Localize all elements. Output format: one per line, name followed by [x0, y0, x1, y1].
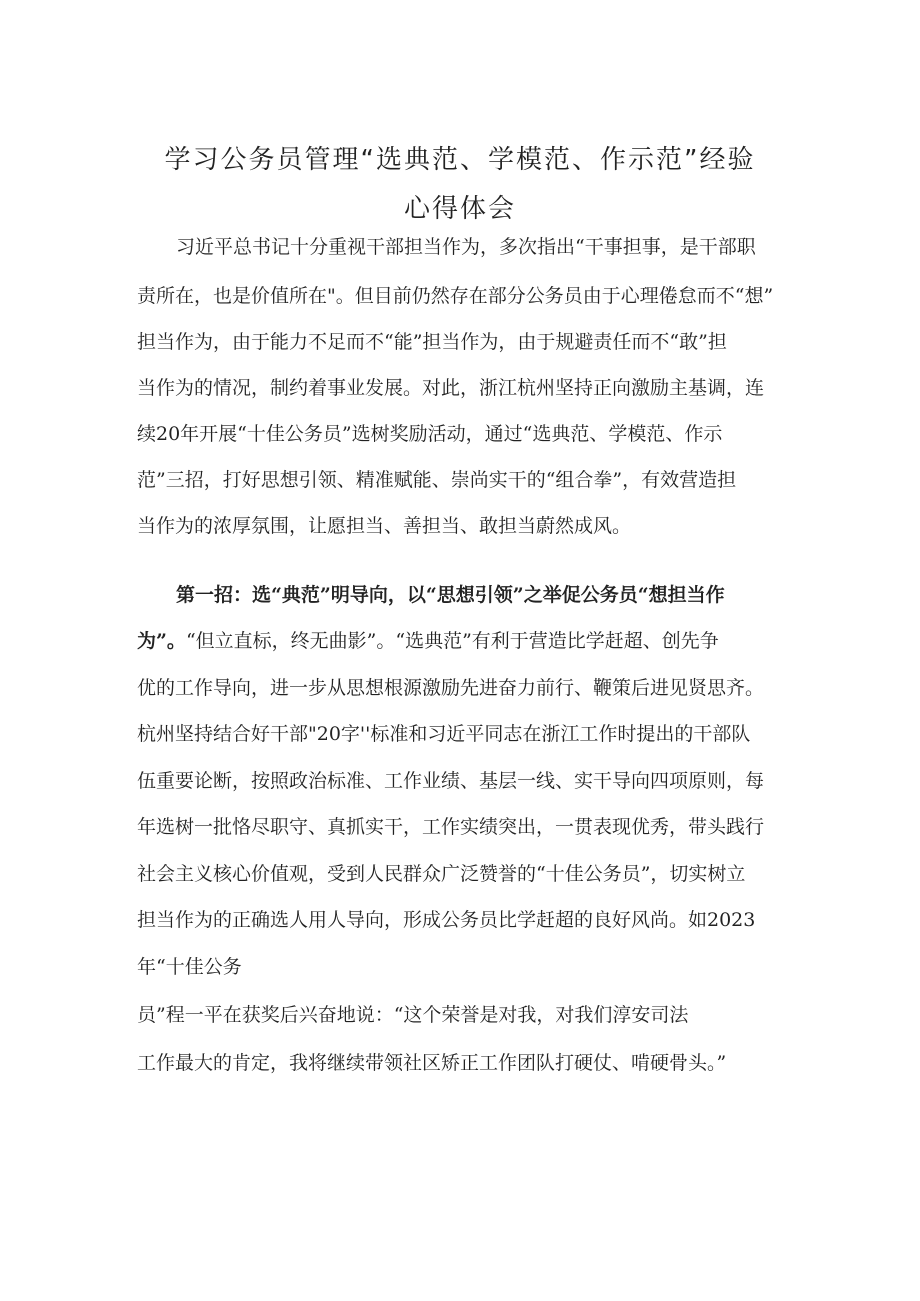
paragraph-text: “但立直标，终无曲影”。“选典范”有利于营造比学赶超、创先争: [185, 630, 719, 652]
paragraph-line: 担当作为的正确选人用人导向，形成公务员比学赶超的良好风尚。如2023: [137, 909, 756, 931]
paragraph-line: 社会主义核心价值观，受到人民群众广泛赞誉的“十佳公务员”，切实树立: [137, 863, 746, 885]
paragraph-line: 范”三招，打好思想引领、精准赋能、崇尚实干的“组合拳”，有效营造担: [137, 469, 737, 491]
paragraph-line: 优的工作导向，进一步从思想根源激励先进奋力前行、鞭策后进见贤思齐。: [137, 677, 765, 699]
paragraph-line: 习近平总书记十分重视干部担当作为，多次指出“干事担事，是干部职: [176, 236, 756, 258]
document-title-line-2: 心得体会: [403, 194, 516, 224]
paragraph-line: 担当作为，由于能力不足而不“能”担当作为，由于规避责任而不“敢”担: [137, 331, 727, 353]
document-title-line-1: 学习公务员管理“选典范、学模范、作示范”经验: [164, 145, 756, 175]
paragraph-line: 员”程一平在获奖后兴奋地说：“这个荣誉是对我，对我们淳安司法: [137, 1004, 689, 1026]
paragraph-line: 责所在，也是价值所在"。但目前仍然存在部分公务员由于心理倦怠而不“想”: [137, 285, 774, 307]
paragraph-line: 年选树一批恪尽职守、真抓实干，工作实绩突出，一贯表现优秀，带头践行: [137, 816, 765, 838]
paragraph-line: 当作为的情况，制约着事业发展。对此，浙江杭州坚持正向激励主基调，连: [137, 377, 765, 399]
paragraph-line-mixed: [137, 628, 797, 654]
paragraph-line: 工作最大的肯定，我将继续带领社区矫正工作团队打硬仗、啃硬骨头。”: [137, 1052, 727, 1074]
section-heading-line: 第一招：选“典范”明导向，以“思想引领”之举促公务员“想担当作: [176, 584, 725, 606]
paragraph-line: 续20年开展“十佳公务员”选树奖励活动，通过“选典范、学模范、作示: [137, 423, 723, 445]
paragraph-line: 年“十佳公务: [137, 956, 242, 978]
paragraph-line: 杭州坚持结合好干部"20字''标准和习近平同志在浙江工作时提出的干部队: [137, 723, 751, 745]
section-heading-tail: 为”。: [137, 630, 186, 652]
paragraph-line: 当作为的浓厚氛围，让愿担当、善担当、敢担当蔚然成风。: [137, 515, 632, 537]
paragraph-line: 伍重要论断，按照政治标准、工作业绩、基层一线、实干导向四项原则，每: [137, 770, 765, 792]
